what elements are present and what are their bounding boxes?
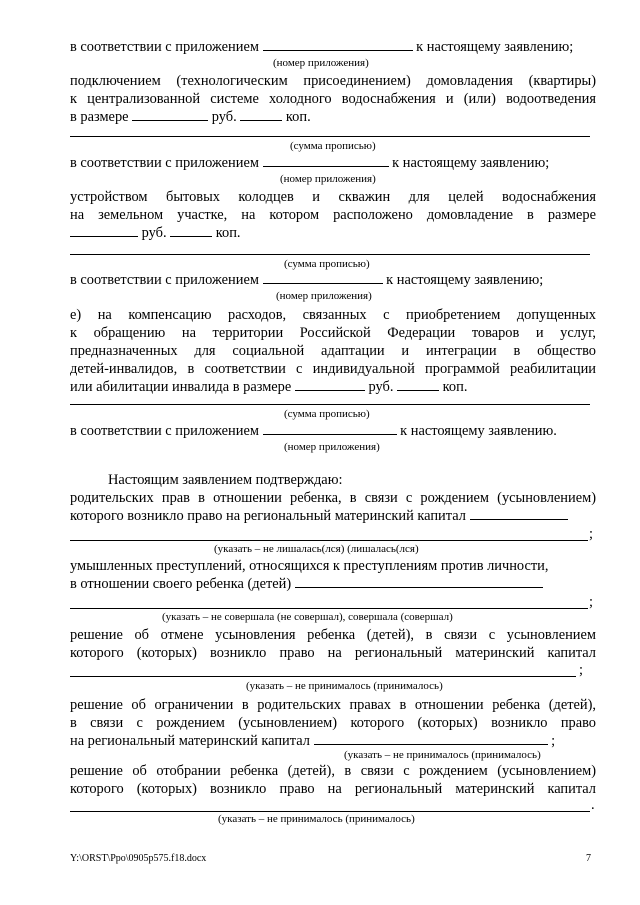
text-fragment: в соответствии с приложением xyxy=(70,39,259,55)
amount-in-words-field[interactable] xyxy=(70,254,590,255)
page-number: 7 xyxy=(586,853,591,864)
amount-line xyxy=(70,108,311,126)
amount-in-words-field[interactable] xyxy=(70,136,590,137)
field-caption: (сумма прописью) xyxy=(284,408,370,420)
text-fragment: в соответствии с приложением xyxy=(70,155,259,171)
paragraph-line: на земельном участке, на котором расположено домовладение в размере xyxy=(70,207,596,223)
paragraph-line: подключением (технологическим присоединением) домовладения (квартиры) xyxy=(70,73,596,89)
text-fragment: которого возникло право на региональный материнский капитал xyxy=(70,508,466,524)
rubles-field[interactable] xyxy=(295,378,365,391)
field-caption: (указать – не принималось (принималось) xyxy=(218,813,415,825)
confirmation-field[interactable] xyxy=(70,676,576,677)
paragraph-line: решение об ограничении в родительских правах в отношении ребенка (детей), xyxy=(70,697,596,713)
text-fragment: к настоящему заявлению. xyxy=(400,423,557,439)
confirmation-field[interactable] xyxy=(70,540,588,541)
confirmation-field[interactable] xyxy=(70,811,590,812)
section-heading: Настоящим заявлением подтверждаю: xyxy=(108,472,343,488)
field-caption: (указать – не принималось (принималось) xyxy=(344,749,541,761)
paragraph-line: родительских прав в отношении ребенка, в связи с рождением (усыновлением) xyxy=(70,490,596,506)
appendix-line xyxy=(70,422,557,440)
paragraph-line: которого (которых) возникло право на региональный материнский капитал xyxy=(70,781,596,797)
confirmation-field[interactable] xyxy=(295,575,543,588)
paragraph-line: к обращению на территории Российской Федерации товаров и услуг, xyxy=(70,325,596,341)
confirmation-line xyxy=(70,507,568,525)
text-fragment: руб. xyxy=(368,379,394,395)
text-fragment: в соответствии с приложением xyxy=(70,423,259,439)
text-fragment: коп. xyxy=(442,379,468,395)
punctuation: . xyxy=(591,797,595,813)
field-caption: (сумма прописью) xyxy=(290,140,376,152)
text-fragment: в размере xyxy=(70,109,129,125)
text-fragment: в отношении своего ребенка (детей) xyxy=(70,576,292,592)
appendix-number-field[interactable] xyxy=(263,154,389,167)
rubles-field[interactable] xyxy=(132,108,208,121)
appendix-number-field[interactable] xyxy=(263,271,383,284)
text-fragment: к настоящему заявлению; xyxy=(392,155,550,171)
appendix-line xyxy=(70,38,573,56)
field-caption: (указать – не совершала (не совершал), совершала (совершал) xyxy=(162,611,453,623)
text-fragment: на региональный материнский капитал xyxy=(70,733,310,749)
punctuation: ; xyxy=(579,662,583,678)
punctuation: ; xyxy=(551,733,556,749)
paragraph-line: которого (которых) возникло право на региональный материнский капитал xyxy=(70,645,596,661)
text-fragment: в соответствии с приложением xyxy=(70,272,259,288)
paragraph-line: решение об отобрании ребенка (детей), в связи с рождением (усыновлением) xyxy=(70,763,596,779)
text-fragment: руб. xyxy=(141,225,167,241)
text-fragment: руб. xyxy=(211,109,237,125)
amount-in-words-field[interactable] xyxy=(70,404,590,405)
paragraph-line: е) на компенсацию расходов, связанных с приобретением допущенных xyxy=(70,307,596,323)
amount-line xyxy=(70,378,467,396)
paragraph-line: устройством бытовых колодцев и скважин для целей водоснабжения xyxy=(70,189,596,205)
confirmation-line xyxy=(70,732,555,750)
appendix-line xyxy=(70,271,543,289)
field-caption: (сумма прописью) xyxy=(284,258,370,270)
text-fragment: к настоящему заявлению; xyxy=(416,39,574,55)
document-file-path: Y:\ORST\Ppo\0905p575.f18.docx xyxy=(70,853,207,864)
confirmation-field[interactable] xyxy=(70,608,588,609)
confirmation-line xyxy=(70,575,543,593)
text-fragment: коп. xyxy=(215,225,241,241)
paragraph-line: детей-инвалидов, в соответствии с индивидуальной программой реабилитации xyxy=(70,361,596,377)
rubles-field[interactable] xyxy=(70,224,138,237)
kopecks-field[interactable] xyxy=(240,108,282,121)
field-caption: (указать – не принималось (принималось) xyxy=(246,680,443,692)
field-caption: (номер приложения) xyxy=(276,290,372,302)
kopecks-field[interactable] xyxy=(397,378,439,391)
field-caption: (номер приложения) xyxy=(284,441,380,453)
text-fragment: к настоящему заявлению; xyxy=(386,272,544,288)
appendix-line xyxy=(70,154,549,172)
paragraph-line: в связи с рождением (усыновлением) которого (которых) возникло право xyxy=(70,715,596,731)
field-caption: (указать – не лишалась(лся) (лишалась(лся) xyxy=(214,543,419,555)
paragraph-line: к централизованной системе холодного водоснабжения и (или) водоотведения xyxy=(70,91,596,107)
text-fragment: или абилитации инвалида в размере xyxy=(70,379,292,395)
confirmation-field[interactable] xyxy=(470,507,568,520)
appendix-number-field[interactable] xyxy=(263,38,413,51)
punctuation: ; xyxy=(589,526,593,542)
confirmation-field[interactable] xyxy=(314,732,548,745)
paragraph-line: решение об отмене усыновления ребенка (детей), в связи с усыновлением xyxy=(70,627,596,643)
field-caption: (номер приложения) xyxy=(273,57,369,69)
amount-line xyxy=(70,224,241,242)
field-caption: (номер приложения) xyxy=(280,173,376,185)
paragraph-line: умышленных преступлений, относящихся к преступлениям против личности, xyxy=(70,558,549,574)
text-fragment: коп. xyxy=(285,109,311,125)
kopecks-field[interactable] xyxy=(170,224,212,237)
appendix-number-field[interactable] xyxy=(263,422,397,435)
punctuation: ; xyxy=(589,594,593,610)
paragraph-line: предназначенных для социальной адаптации и интеграции в общество xyxy=(70,343,596,359)
